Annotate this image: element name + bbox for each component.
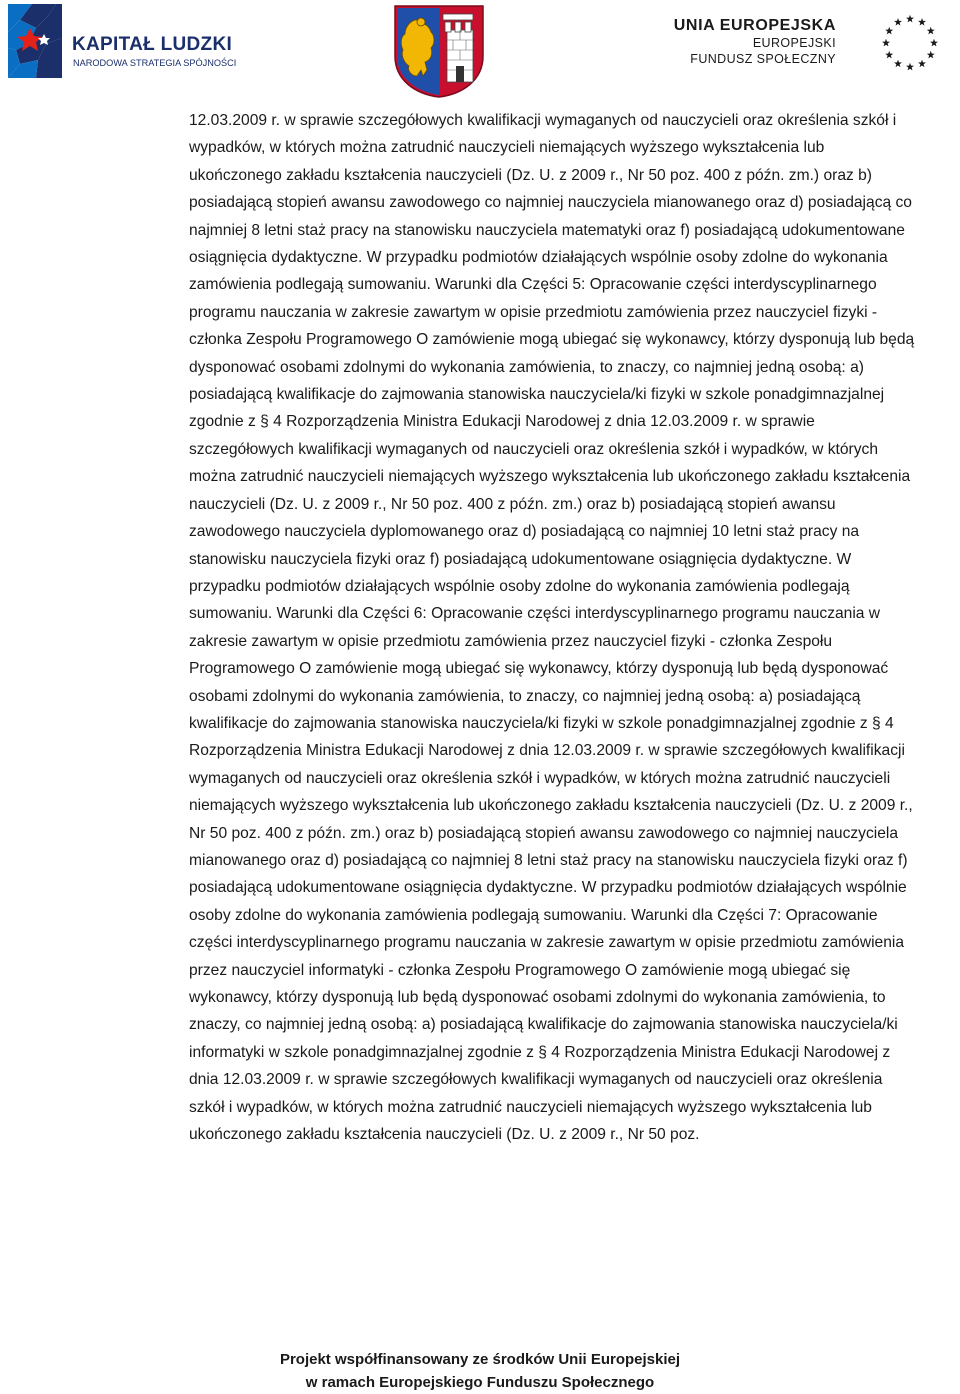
eu-star-icon xyxy=(918,18,926,26)
eu-star-icon xyxy=(894,60,902,68)
page-header xyxy=(0,0,960,100)
eu-line-fund-1: EUROPEJSKI xyxy=(752,36,836,50)
eu-stars-flag-icon xyxy=(864,10,956,76)
eu-star-icon xyxy=(885,27,893,35)
page-footer xyxy=(0,1348,960,1394)
eu-star-icon xyxy=(882,39,890,47)
eu-star-icon xyxy=(927,51,935,59)
eu-star-icon xyxy=(918,60,926,68)
eu-star-icon xyxy=(906,63,914,71)
document-body-paragraph: 12.03.2009 r. w sprawie szczegółowych kwalifikacji wymaganych od nauczycieli oraz określenia szkół i wypadków, w których można zatrudnić nauczycieli niemających wyższego wykształcenia lub ukończonego zakładu kształcenia nauczycieli (Dz. U. z 2009 r., Nr 50 poz. 400 z późn. zm.) oraz b) posiadającą stopień awansu zawodowego co najmniej nauczyciela mianowanego oraz d) posiadającą co najmniej 8 letni staż pracy na stanowisku nauczyciela matematyki oraz f) posiadającą udokumentowane osiągnięcia dydaktyczne. W przypadku podmiotów działających wspólnie osoby zdolne do wykonania zamówienia podlegają sumowaniu. Warunki dla Części 5: Opracowanie części interdyscyplinarnego programu nauczania w zakresie zawartym w opisie przedmiotu zamówienia przez nauczyciel fizyki - członka Zespołu Programowego O zamówienie mogą ubiegać się wykonawcy, którzy dysponują lub będą dysponować osobami zdolnymi do wykonania zamówienia, to znaczy, co najmniej jedną osobą: a) posiadającą kwalifikacje do zajmowania stanowiska nauczyciela/ki fizyki w szkole ponadgimnazjalnej zgodnie z § 4 Rozporządzenia Ministra Edukacji Narodowej z dnia 12.03.2009 r. w sprawie szczegółowych kwalifikacji wymaganych od nauczycieli oraz określenia szkół i wypadków, w których można zatrudnić nauczycieli niemających wyższego wykształcenia lub ukończonego zakładu kształcenia nauczycieli (Dz. U. z 2009 r., Nr 50 poz. 400 z późn. zm.) oraz b) posiadającą stopień awansu zawodowego nauczyciela dyplomowanego oraz d) posiadającą co najmniej 10 letni staż pracy na stanowisku nauczyciela fizyki oraz f) posiadającą udokumentowane osiągnięcia dydaktyczne. W przypadku podmiotów działających wspólnie osoby zdolne do wykonania zamówienia podlegają sumowaniu. Warunki dla Części 6: Opracowanie części interdyscyplinarnego programu nauczania w zakresie zawartym w opisie przedmiotu zamówienia przez nauczyciel fizyki - członka Zespołu Programowego O zamówienie mogą ubiegać się wykonawcy, którzy dysponują lub będą dysponować osobami zdolnymi do wykonania zamówienia, to znaczy, co najmniej jedną osobą: a) posiadającą kwalifikacje do zajmowania stanowiska nauczyciela/ki fizyki w szkole ponadgimnazjalnej zgodnie z § 4 Rozporządzenia Ministra Edukacji Narodowej z dnia 12.03.2009 r. w sprawie szczegółowych kwalifikacji wymaganych od nauczycieli oraz określenia szkół i wypadków, w których można zatrudnić nauczycieli niemających wyższego wykształcenia lub ukończonego zakładu kształcenia nauczycieli (Dz. U. z 2009 r., Nr 50 poz. 400 z późn. zm.) oraz b) posiadającą stopień awansu zawodowego co najmniej nauczyciela mianowanego oraz d) posiadającą co najmniej 8 letni staż pracy na stanowisku nauczyciela fizyki oraz f) posiadającą udokumentowane osiągnięcia dydaktyczne. W przypadku podmiotów działających wspólnie osoby zdolne do wykonania zamówienia podlegają sumowaniu. Warunki dla Części 7: Opracowanie części interdyscyplinarnego programu nauczania w zakresie zawartym w opisie przedmiotu zamówienia przez nauczyciel informatyki - członka Zespołu Programowego O zamówienie mogą ubiegać się wykonawcy, którzy dysponują lub będą dysponować osobami zdolnymi do wykonania zamówienia, to znaczy, co najmniej jedną osobą: a) posiadającą kwalifikacje do zajmowania stanowiska nauczyciela/ki informatyki w szkole ponadgimnazjalnej zgodnie z § 4 Rozporządzenia Ministra Edukacji Narodowej z dnia 12.03.2009 r. w sprawie szczegółowych kwalifikacji wymaganych od nauczycieli oraz określenia szkół i wypadków, w których można zatrudnić nauczycieli niemających wyższego wykształcenia lub ukończonego zakładu kształcenia nauczycieli (Dz. U. z 2009 r., Nr 50 poz. xyxy=(189,112,915,1144)
eu-star-icon xyxy=(894,18,902,26)
eu-logo-text xyxy=(674,16,836,67)
eu-star-icon xyxy=(906,15,914,23)
eu-star-icon xyxy=(930,39,938,47)
kapital-ludzki-star-icon xyxy=(8,4,66,78)
kapital-ludzki-subtitle: NARODOWA STRATEGIA SPÓJNOŚCI xyxy=(73,58,237,68)
footer-line-cofinancing: Projekt współfinansowany ze środków Unii Europejskiej xyxy=(279,1351,681,1368)
eu-star-icon xyxy=(885,51,893,59)
eu-line-fund-2: FUNDUSZ SPOŁECZNY xyxy=(690,52,836,66)
eu-logo xyxy=(673,10,956,80)
eu-star-icon xyxy=(927,27,935,35)
kapital-ludzki-title: KAPITAŁ LUDZKI xyxy=(72,34,233,55)
kapital-ludzki-logo xyxy=(8,4,258,78)
coat-of-arms-eagle-tower-icon xyxy=(393,4,485,98)
footer-line-fund: w ramach Europejskiego Funduszu Społecznego xyxy=(305,1374,655,1391)
eu-line-union: UNIA EUROPEJSKA xyxy=(673,17,836,34)
